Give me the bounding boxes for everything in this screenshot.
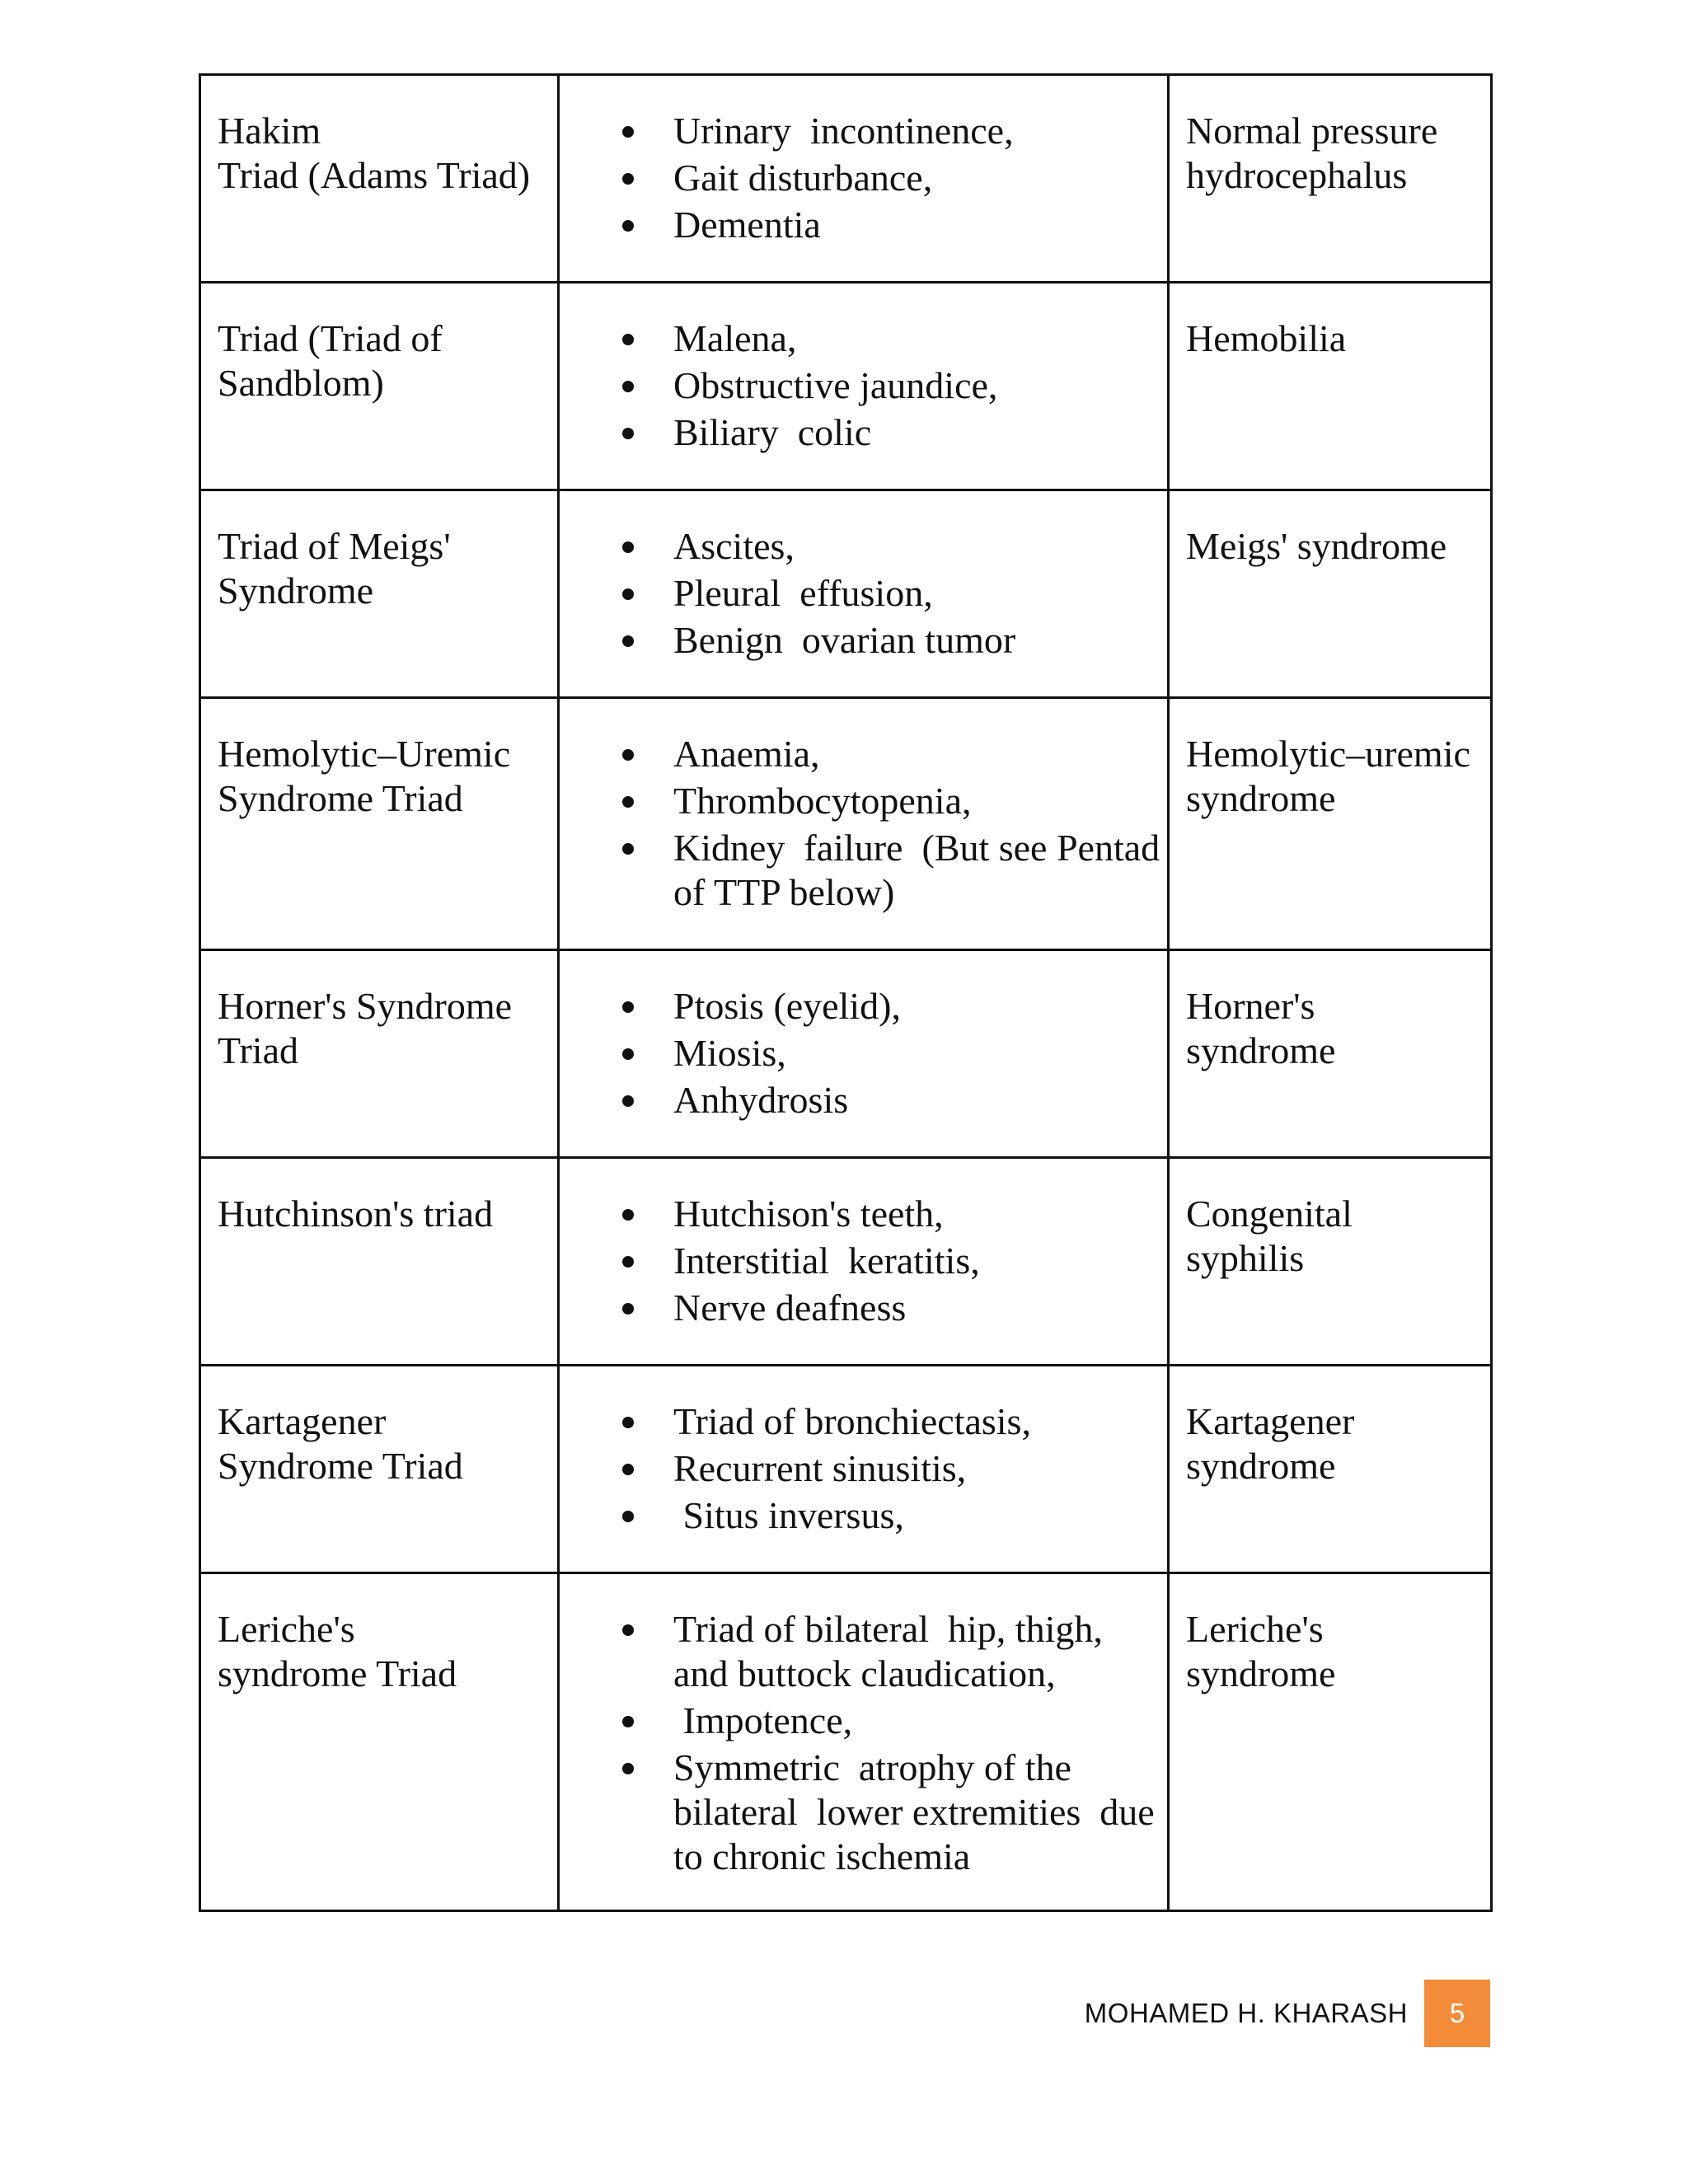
bullet-icon [622, 796, 634, 808]
triad-features-cell [559, 283, 1169, 490]
feature-item [622, 732, 1156, 776]
triad-name-line: Kartagener [218, 1400, 387, 1442]
footer-author: MOHAMED H. KHARASH [1084, 1998, 1408, 2028]
condition-line: hydrocephalus [1186, 154, 1408, 196]
table-row [200, 1366, 1492, 1573]
feature-item [622, 410, 1156, 455]
bullet-icon [622, 1763, 634, 1774]
bullet-icon [622, 381, 634, 392]
feature-item [622, 1399, 1156, 1444]
bullet-icon [622, 334, 634, 345]
feature-text-line: Recurrent sinusitis, [673, 1447, 967, 1489]
feature-text-line: Ascites, [673, 525, 795, 567]
triad-features-cell [559, 1573, 1169, 1911]
feature-text-line: bilateral lower extremities due [673, 1791, 1155, 1833]
table-row [200, 698, 1492, 950]
table-row [200, 1573, 1492, 1911]
bullet-icon [622, 1095, 634, 1107]
feature-text-line: Impotence, [673, 1699, 853, 1741]
bullet-icon [622, 1417, 634, 1428]
feature-text-line: Anhydrosis [673, 1079, 849, 1121]
feature-item [622, 1078, 1156, 1122]
triad-name-line: Horner's Syndrome [218, 985, 513, 1027]
feature-item [622, 1031, 1156, 1076]
feature-text-line: Nerve deafness [673, 1286, 907, 1329]
bullet-icon [622, 1001, 634, 1013]
feature-item [622, 1493, 1156, 1538]
condition-cell [1169, 698, 1492, 950]
feature-text-line: Dementia [673, 204, 821, 246]
feature-text-line: Anaemia, [673, 733, 820, 775]
bullet-icon [622, 1048, 634, 1060]
feature-text-line: and buttock claudication, [673, 1652, 1056, 1694]
feature-text-line: Interstitial keratitis, [673, 1240, 980, 1282]
feature-text-line: Kidney failure (But see Pentad [673, 827, 1160, 869]
bullet-icon [622, 541, 634, 553]
triad-features-cell [559, 698, 1169, 950]
triad-name-cell [200, 1573, 559, 1911]
triad-name-line: Sandblom) [218, 362, 384, 404]
triad-name-line: Hakim [218, 110, 321, 152]
feature-item [622, 524, 1156, 569]
triad-name-line: syndrome Triad [218, 1652, 457, 1694]
condition-line: syphilis [1186, 1237, 1305, 1279]
feature-text-line: Thrombocytopenia, [673, 780, 972, 822]
bullet-icon [622, 749, 634, 761]
syndrome-triads-table [199, 73, 1493, 1912]
bullet-icon [622, 428, 634, 439]
feature-text-line: Gait disturbance, [673, 157, 933, 199]
condition-line: syndrome [1186, 1445, 1336, 1487]
feature-item [622, 779, 1156, 823]
table-body [200, 75, 1492, 1911]
condition-line: syndrome [1186, 1652, 1336, 1694]
feature-text-line: Triad of bronchiectasis, [673, 1400, 1031, 1442]
feature-list [622, 732, 1160, 915]
bullet-icon [622, 126, 634, 138]
triad-name-cell [200, 75, 559, 283]
feature-item [622, 316, 1156, 361]
condition-line: syndrome [1186, 777, 1336, 819]
feature-item [622, 571, 1156, 616]
condition-line: Congenital [1186, 1193, 1353, 1235]
triad-name-line: Leriche's [218, 1608, 355, 1650]
feature-item [622, 1192, 1156, 1236]
feature-text-line: Pleural effusion, [673, 572, 933, 614]
condition-line: Meigs' syndrome [1186, 525, 1447, 567]
feature-text-line: Biliary colic [673, 411, 872, 453]
condition-line: Hemolytic–uremic [1186, 733, 1470, 775]
feature-text-line: Hutchison's teeth, [673, 1193, 944, 1235]
triad-name-cell [200, 1366, 559, 1573]
table-row [200, 490, 1492, 698]
triad-name-cell [200, 950, 559, 1158]
feature-text-line: Situs inversus, [673, 1494, 904, 1536]
page-number-badge: 5 [1424, 1980, 1490, 2047]
feature-list [622, 109, 1156, 247]
bullet-icon [622, 1303, 634, 1315]
condition-line: Normal pressure [1186, 110, 1438, 152]
bullet-icon [622, 220, 634, 232]
bullet-icon [622, 1511, 634, 1522]
bullet-icon [622, 635, 634, 647]
bullet-icon [622, 1624, 634, 1636]
feature-item [622, 826, 1160, 915]
feature-text-line: to chronic ischemia [673, 1835, 971, 1877]
feature-list [622, 1192, 1156, 1330]
triad-name-line: Syndrome Triad [218, 1445, 463, 1487]
feature-item [622, 156, 1156, 200]
triad-name-line: Hemolytic–Uremic [218, 733, 511, 775]
feature-list [622, 316, 1156, 455]
condition-line: Kartagener [1186, 1400, 1355, 1442]
triad-name-cell [200, 1158, 559, 1366]
bullet-icon [622, 1716, 634, 1727]
bullet-icon [622, 173, 634, 185]
triad-name-cell [200, 283, 559, 490]
feature-list [622, 1399, 1156, 1538]
feature-item [622, 1286, 1156, 1330]
condition-line: Horner's [1186, 985, 1315, 1027]
bullet-icon [622, 1209, 634, 1221]
condition-cell [1169, 75, 1492, 283]
condition-line: Hemobilia [1186, 317, 1347, 359]
condition-cell [1169, 283, 1492, 490]
feature-list [622, 1607, 1156, 1879]
table-row [200, 950, 1492, 1158]
triad-features-cell [559, 1158, 1169, 1366]
page-footer [1085, 1980, 1490, 2047]
feature-item [622, 109, 1156, 153]
triad-name-line: Triad (Adams Triad) [218, 154, 531, 196]
feature-text-line: Malena, [673, 317, 797, 359]
triad-name-line: Triad of Meigs' [218, 525, 451, 567]
feature-list [622, 524, 1156, 663]
feature-text-line: Benign ovarian tumor [673, 619, 1016, 661]
condition-cell [1169, 1366, 1492, 1573]
condition-cell [1169, 950, 1492, 1158]
feature-text-line: Symmetric atrophy of the [673, 1746, 1071, 1788]
triad-features-cell [559, 75, 1169, 283]
condition-cell [1169, 490, 1492, 698]
triad-features-cell [559, 1366, 1169, 1573]
condition-cell [1169, 1158, 1492, 1366]
triad-name-cell [200, 490, 559, 698]
feature-item [622, 1699, 1156, 1743]
feature-list [622, 984, 1156, 1122]
bullet-icon [622, 588, 634, 600]
feature-item [622, 1746, 1156, 1879]
feature-text-line: Miosis, [673, 1032, 786, 1074]
triad-name-line: Syndrome [218, 569, 374, 612]
feature-item [622, 1239, 1156, 1283]
triad-name-line: Hutchinson's triad [218, 1193, 494, 1235]
bullet-icon [622, 1464, 634, 1475]
condition-line: syndrome [1186, 1029, 1336, 1071]
feature-text-line: Ptosis (eyelid), [673, 985, 901, 1027]
feature-text-line: Urinary incontinence, [673, 110, 1014, 152]
feature-text-line: Obstructive jaundice, [673, 364, 998, 406]
triad-name-line: Syndrome Triad [218, 777, 463, 819]
feature-item [622, 203, 1156, 247]
triad-name-line: Triad [218, 1029, 298, 1071]
bullet-icon [622, 843, 634, 855]
triad-name-cell [200, 698, 559, 950]
feature-item [622, 984, 1156, 1029]
triad-features-cell [559, 950, 1169, 1158]
feature-text-line: Triad of bilateral hip, thigh, [673, 1608, 1103, 1650]
feature-item [622, 1607, 1156, 1696]
feature-text-line: of TTP below) [673, 871, 895, 913]
condition-cell [1169, 1573, 1492, 1911]
condition-line: Leriche's [1186, 1608, 1324, 1650]
triad-features-cell [559, 490, 1169, 698]
feature-item [622, 363, 1156, 408]
bullet-icon [622, 1256, 634, 1268]
table-row [200, 75, 1492, 283]
feature-item [622, 1446, 1156, 1491]
feature-item [622, 618, 1156, 663]
table-row [200, 1158, 1492, 1366]
table-row [200, 283, 1492, 490]
triad-name-line: Triad (Triad of [218, 317, 443, 359]
